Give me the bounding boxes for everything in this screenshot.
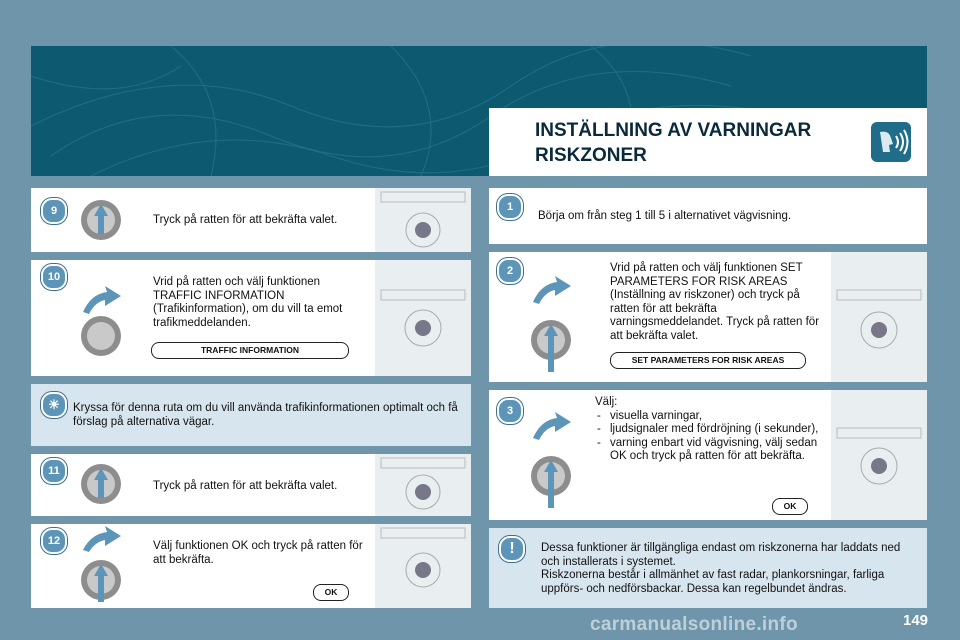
step-badge: 1 bbox=[497, 194, 523, 220]
step-badge: 10 bbox=[41, 264, 67, 290]
control-panel-image bbox=[375, 524, 471, 608]
step-text: Tryck på ratten för att bekräfta valet. bbox=[153, 480, 338, 492]
warning-card bbox=[489, 528, 927, 608]
knob-rotate-press-icon bbox=[525, 272, 583, 378]
warning-text: Dessa funktioner är tillgängliga endast om riskzonerna har laddats ned och installerats i systemet. Riskzonerna består i allmänhet av fast radar, plankorsningar, farliga uppförs- och nedförsbackar. Dessa kan regelbundet ändras. bbox=[541, 542, 901, 595]
step-text: Vrid på ratten och välj funktionen TRAFFIC INFORMATION (Trafikinformation), om du vill ta emot trafikmeddelanden. bbox=[153, 276, 343, 329]
step-card-2 bbox=[489, 252, 927, 382]
step-card-1 bbox=[489, 188, 927, 244]
option-item: - ljudsignaler med fördröjning (i sekunder), bbox=[595, 423, 831, 437]
tip-text: Kryssa för denna ruta om du vill använda trafikinformationen optimalt och få förslag på alternativa vägar. bbox=[73, 402, 458, 428]
step-card-9 bbox=[31, 188, 471, 252]
option-item: - visuella varningar, bbox=[595, 410, 831, 424]
knob-press-icon bbox=[79, 458, 127, 514]
step-text bbox=[595, 396, 831, 464]
options-intro: Välj: bbox=[595, 396, 618, 408]
voice-speaker-icon bbox=[871, 122, 911, 162]
ok-pill: OK bbox=[313, 584, 349, 601]
options-list bbox=[595, 410, 831, 464]
step-badge: 3 bbox=[497, 398, 523, 424]
knob-rotate-press-icon bbox=[75, 524, 131, 608]
control-panel-image bbox=[831, 252, 927, 382]
step-card-11 bbox=[31, 454, 471, 516]
step-badge: 11 bbox=[41, 458, 67, 484]
warning-exclamation-icon: ! bbox=[499, 536, 525, 562]
tip-card bbox=[31, 384, 471, 446]
knob-rotate-icon bbox=[75, 282, 131, 362]
knob-rotate-press-icon bbox=[525, 408, 583, 514]
menu-pill-traffic-information: TRAFFIC INFORMATION bbox=[151, 342, 349, 359]
ok-pill: OK bbox=[772, 498, 808, 515]
control-panel-image bbox=[375, 260, 471, 376]
menu-pill-set-parameters: SET PARAMETERS FOR RISK AREAS bbox=[610, 352, 806, 369]
title-box bbox=[489, 108, 927, 176]
knob-press-icon bbox=[79, 194, 127, 250]
step-card-10 bbox=[31, 260, 471, 376]
step-text: Välj funktionen OK och tryck på ratten för att bekräfta. bbox=[153, 540, 363, 566]
option-item: - varning enbart vid vägvisning, välj sedan OK och tryck på ratten för att bekräfta. bbox=[595, 437, 831, 464]
step-badge: 2 bbox=[497, 258, 523, 284]
step-card-3 bbox=[489, 390, 927, 520]
step-text: Tryck på ratten för att bekräfta valet. bbox=[153, 214, 338, 226]
step-text: Börja om från steg 1 till 5 i alternativet vägvisning. bbox=[538, 210, 792, 222]
step-text: Vrid på ratten och välj funktionen SET PARAMETERS FOR RISK AREAS (Inställning av riskzoner) och tryck på ratten för att bekräfta varningsmeddelandet. Tryck på ratten för att bekräfta valet. bbox=[610, 262, 820, 342]
control-panel-image bbox=[375, 188, 471, 252]
page-title: INSTÄLLNING AV VARNINGAR RISKZONER bbox=[535, 120, 812, 166]
page-number: 149 bbox=[903, 612, 929, 629]
step-card-12 bbox=[31, 524, 471, 608]
step-badge: 12 bbox=[41, 528, 67, 554]
control-panel-image bbox=[831, 390, 927, 520]
step-badge: 9 bbox=[41, 198, 67, 224]
control-panel-image bbox=[375, 454, 471, 516]
watermark: carmanualsonline.info bbox=[590, 614, 798, 635]
tip-sun-icon: ☀ bbox=[41, 392, 67, 418]
